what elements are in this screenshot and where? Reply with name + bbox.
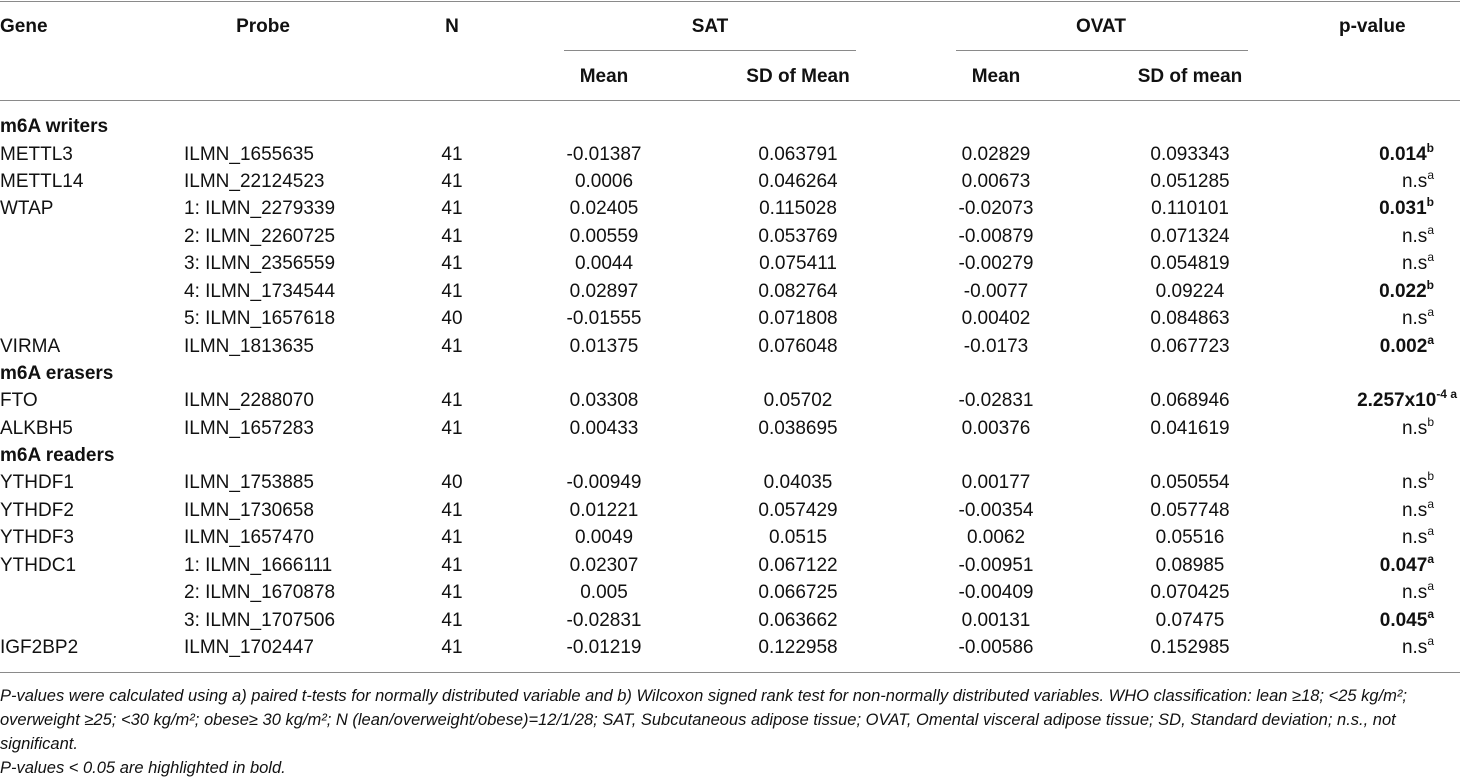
p-value-superscript: a bbox=[1427, 523, 1434, 538]
cell-probe: ILMN_2288070 bbox=[184, 390, 314, 411]
cell-ovat-sd: 0.08985 bbox=[1155, 555, 1225, 576]
p-value-text: n.s bbox=[1401, 308, 1428, 329]
p-value-text: n.s bbox=[1401, 253, 1428, 274]
header-gene: Gene bbox=[0, 16, 48, 37]
cell-sat-mean: 0.0006 bbox=[574, 171, 634, 192]
footnote-bold: P-values < 0.05 are highlighted in bold. bbox=[0, 759, 286, 777]
cell-probe: 2: ILMN_2260725 bbox=[184, 226, 336, 247]
cell-n: 41 bbox=[441, 171, 463, 192]
cell-n: 41 bbox=[441, 253, 463, 274]
cell-probe: 3: ILMN_1707506 bbox=[184, 610, 336, 631]
cell-ovat-mean: 0.00376 bbox=[961, 418, 1031, 439]
cell-n: 40 bbox=[441, 472, 463, 493]
cell-sat-sd: 0.066725 bbox=[758, 582, 838, 603]
cell-p-value bbox=[1379, 140, 1434, 166]
p-value-text: 0.014 bbox=[1379, 144, 1427, 165]
cell-ovat-mean: -0.00354 bbox=[958, 500, 1034, 521]
cell-probe: ILMN_22124523 bbox=[184, 171, 325, 192]
p-value-superscript: a bbox=[1427, 496, 1434, 511]
cell-ovat-mean: 0.02829 bbox=[961, 144, 1031, 165]
cell-sat-mean: -0.01219 bbox=[566, 637, 642, 658]
cell-sat-sd: 0.115028 bbox=[759, 198, 837, 219]
p-value-superscript: b bbox=[1426, 277, 1434, 292]
cell-p-value bbox=[1401, 633, 1434, 659]
cell-ovat-mean: -0.00279 bbox=[958, 253, 1034, 274]
cell-ovat-mean: -0.00586 bbox=[958, 637, 1034, 658]
cell-sat-mean: -0.00949 bbox=[566, 472, 642, 493]
cell-ovat-sd: 0.09224 bbox=[1155, 281, 1225, 302]
cell-p-value bbox=[1379, 277, 1434, 303]
cell-ovat-sd: 0.05516 bbox=[1155, 527, 1225, 548]
cell-p-value bbox=[1357, 386, 1457, 412]
cell-n: 41 bbox=[441, 555, 463, 576]
cell-n: 41 bbox=[441, 336, 463, 357]
p-value-text: 0.047 bbox=[1379, 555, 1428, 576]
section-writers: m6A writers bbox=[0, 116, 109, 137]
cell-ovat-mean: 0.00402 bbox=[961, 308, 1031, 329]
cell-gene: IGF2BP2 bbox=[0, 637, 79, 658]
cell-probe: 2: ILMN_1670878 bbox=[184, 582, 336, 603]
cell-p-value bbox=[1379, 194, 1434, 220]
cell-ovat-sd: 0.067723 bbox=[1150, 336, 1230, 357]
ovat-group-rule bbox=[956, 50, 1248, 51]
cell-sat-sd: 0.04035 bbox=[763, 472, 833, 493]
cell-ovat-mean: -0.02831 bbox=[958, 390, 1034, 411]
cell-n: 41 bbox=[441, 637, 463, 658]
cell-p-value bbox=[1401, 578, 1434, 604]
p-value-superscript: a bbox=[1427, 167, 1434, 182]
cell-sat-sd: 0.038695 bbox=[758, 418, 838, 439]
cell-ovat-mean: 0.00673 bbox=[961, 171, 1031, 192]
cell-gene: ALKBH5 bbox=[0, 418, 73, 439]
cell-ovat-sd: 0.041619 bbox=[1150, 418, 1230, 439]
p-value-superscript: b bbox=[1426, 140, 1434, 155]
cell-sat-sd: 0.046264 bbox=[758, 171, 838, 192]
cell-gene: METTL14 bbox=[0, 171, 84, 192]
cell-sat-sd: 0.057429 bbox=[758, 500, 838, 521]
cell-sat-mean: -0.01555 bbox=[566, 308, 642, 329]
header-sat: SAT bbox=[691, 16, 729, 37]
cell-probe: ILMN_1753885 bbox=[184, 472, 314, 493]
cell-sat-sd: 0.071808 bbox=[758, 308, 838, 329]
p-value-superscript: a bbox=[1427, 332, 1434, 347]
p-value-superscript: a bbox=[1427, 222, 1434, 237]
cell-probe: 4: ILMN_1734544 bbox=[184, 281, 336, 302]
cell-probe: ILMN_1813635 bbox=[184, 336, 314, 357]
cell-ovat-sd: 0.07475 bbox=[1155, 610, 1225, 631]
p-value-text: n.s bbox=[1401, 472, 1428, 493]
header-ovat-sd: SD of mean bbox=[1137, 66, 1243, 87]
cell-gene: METTL3 bbox=[0, 144, 73, 165]
cell-sat-mean: 0.0049 bbox=[574, 527, 634, 548]
cell-gene: WTAP bbox=[0, 198, 54, 219]
header-ovat-mean: Mean bbox=[971, 66, 1021, 87]
footnote-methods: P-values were calculated using a) paired t-tests for normally distributed variable and b) Wilcoxon signed rank test for non-normally distributed variables. WHO classification: lean ≥18; <25 kg/m²; overweight ≥25; <30 kg/m²; obese≥ 30 kg/m²; N (lean/overweight/obese)=12/1/28; SAT, Subcutaneous adipose tissue; OVAT, Omental visceral adipose tissue; SD, Standard deviation; n.s., not significant. bbox=[0, 687, 1408, 753]
header-n: N bbox=[445, 16, 459, 37]
cell-sat-sd: 0.082764 bbox=[758, 281, 838, 302]
cell-gene: YTHDF1 bbox=[0, 472, 74, 493]
cell-ovat-sd: 0.152985 bbox=[1150, 637, 1230, 658]
cell-ovat-sd: 0.054819 bbox=[1150, 253, 1230, 274]
p-value-text: n.s bbox=[1401, 226, 1428, 247]
cell-gene: YTHDF3 bbox=[0, 527, 74, 548]
cell-gene: YTHDC1 bbox=[0, 555, 77, 576]
p-value-text: 2.257x10 bbox=[1357, 390, 1437, 411]
p-value-superscript: a bbox=[1427, 249, 1434, 264]
p-value-superscript: -4 a bbox=[1436, 386, 1457, 401]
cell-ovat-mean: -0.0077 bbox=[963, 281, 1029, 302]
p-value-text: n.s bbox=[1401, 418, 1428, 439]
cell-ovat-mean: 0.00177 bbox=[961, 472, 1031, 493]
cell-ovat-mean: -0.02073 bbox=[958, 198, 1034, 219]
p-value-superscript: b bbox=[1427, 468, 1434, 483]
cell-probe: ILMN_1657470 bbox=[184, 527, 314, 548]
table-bottom-rule bbox=[0, 672, 1460, 673]
cell-ovat-sd: 0.084863 bbox=[1150, 308, 1230, 329]
cell-ovat-sd: 0.057748 bbox=[1150, 500, 1230, 521]
cell-probe: ILMN_1702447 bbox=[184, 637, 314, 658]
cell-sat-mean: 0.00433 bbox=[569, 418, 639, 439]
p-value-text: 0.045 bbox=[1379, 610, 1428, 631]
cell-p-value bbox=[1401, 222, 1434, 248]
cell-sat-mean: 0.00559 bbox=[569, 226, 639, 247]
cell-ovat-sd: 0.110101 bbox=[1151, 198, 1229, 219]
header-probe: Probe bbox=[236, 16, 290, 37]
cell-sat-mean: 0.02897 bbox=[569, 281, 639, 302]
header-p-value: p-value bbox=[1339, 16, 1406, 37]
p-value-superscript: a bbox=[1427, 304, 1434, 319]
cell-sat-mean: 0.03308 bbox=[569, 390, 639, 411]
cell-p-value bbox=[1379, 606, 1434, 632]
cell-ovat-mean: -0.00879 bbox=[958, 226, 1034, 247]
cell-probe: 5: ILMN_1657618 bbox=[184, 308, 336, 329]
cell-sat-sd: 0.0515 bbox=[768, 527, 828, 548]
cell-n: 41 bbox=[441, 582, 463, 603]
cell-probe: ILMN_1655635 bbox=[184, 144, 314, 165]
cell-probe: 1: ILMN_1666111 bbox=[184, 555, 333, 576]
cell-p-value bbox=[1401, 523, 1434, 549]
cell-sat-sd: 0.067122 bbox=[758, 555, 838, 576]
cell-ovat-mean: -0.00951 bbox=[958, 555, 1034, 576]
cell-sat-mean: 0.0044 bbox=[574, 253, 634, 274]
section-erasers: m6A erasers bbox=[0, 363, 114, 384]
p-value-superscript: b bbox=[1427, 414, 1434, 429]
p-value-text: n.s bbox=[1401, 582, 1428, 603]
p-value-text: n.s bbox=[1401, 527, 1428, 548]
cell-probe: ILMN_1730658 bbox=[184, 500, 314, 521]
cell-sat-sd: 0.05702 bbox=[763, 390, 833, 411]
cell-sat-mean: -0.01387 bbox=[566, 144, 642, 165]
cell-n: 41 bbox=[441, 418, 463, 439]
cell-sat-mean: 0.02405 bbox=[569, 198, 639, 219]
cell-ovat-sd: 0.051285 bbox=[1150, 171, 1230, 192]
cell-p-value bbox=[1401, 249, 1434, 275]
cell-n: 41 bbox=[441, 144, 463, 165]
cell-probe: ILMN_1657283 bbox=[184, 418, 314, 439]
cell-n: 41 bbox=[441, 198, 463, 219]
p-value-text: n.s bbox=[1401, 500, 1428, 521]
p-value-text: 0.002 bbox=[1379, 336, 1428, 357]
cell-p-value bbox=[1401, 167, 1434, 193]
cell-ovat-sd: 0.093343 bbox=[1150, 144, 1230, 165]
cell-n: 41 bbox=[441, 500, 463, 521]
cell-probe: 3: ILMN_2356559 bbox=[184, 253, 336, 274]
cell-sat-mean: 0.01221 bbox=[569, 500, 639, 521]
p-value-superscript: a bbox=[1427, 606, 1434, 621]
cell-sat-sd: 0.122958 bbox=[758, 637, 838, 658]
p-value-superscript: a bbox=[1427, 551, 1434, 566]
p-value-text: 0.031 bbox=[1379, 198, 1427, 219]
cell-n: 41 bbox=[441, 390, 463, 411]
cell-sat-sd: 0.063662 bbox=[758, 610, 838, 631]
cell-sat-sd: 0.063791 bbox=[758, 144, 838, 165]
cell-p-value bbox=[1379, 551, 1434, 577]
cell-probe: 1: ILMN_2279339 bbox=[184, 198, 336, 219]
cell-ovat-mean: 0.0062 bbox=[966, 527, 1026, 548]
header-bottom-rule bbox=[0, 100, 1460, 101]
cell-sat-sd: 0.053769 bbox=[758, 226, 838, 247]
cell-p-value bbox=[1379, 332, 1434, 358]
cell-n: 41 bbox=[441, 281, 463, 302]
cell-n: 40 bbox=[441, 308, 463, 329]
cell-sat-mean: 0.005 bbox=[580, 582, 628, 603]
cell-ovat-mean: -0.00409 bbox=[958, 582, 1034, 603]
cell-gene: YTHDF2 bbox=[0, 500, 74, 521]
header-ovat: OVAT bbox=[1076, 16, 1126, 37]
cell-n: 41 bbox=[441, 226, 463, 247]
header-sat-sd: SD of Mean bbox=[746, 66, 850, 87]
table-top-rule bbox=[0, 1, 1460, 2]
p-value-text: 0.022 bbox=[1379, 281, 1427, 302]
p-value-text: n.s bbox=[1401, 171, 1428, 192]
cell-ovat-mean: 0.00131 bbox=[961, 610, 1031, 631]
cell-sat-mean: -0.02831 bbox=[566, 610, 642, 631]
cell-sat-sd: 0.076048 bbox=[758, 336, 838, 357]
cell-ovat-sd: 0.070425 bbox=[1150, 582, 1230, 603]
cell-ovat-sd: 0.071324 bbox=[1150, 226, 1230, 247]
cell-sat-sd: 0.075411 bbox=[759, 253, 837, 274]
cell-ovat-sd: 0.050554 bbox=[1150, 472, 1230, 493]
cell-gene: VIRMA bbox=[0, 336, 61, 357]
cell-p-value bbox=[1401, 468, 1434, 494]
cell-p-value bbox=[1401, 304, 1434, 330]
cell-p-value bbox=[1401, 414, 1434, 440]
header-sat-mean: Mean bbox=[579, 66, 629, 87]
cell-sat-mean: 0.02307 bbox=[569, 555, 639, 576]
p-value-superscript: a bbox=[1427, 578, 1434, 593]
cell-ovat-mean: -0.0173 bbox=[963, 336, 1029, 357]
cell-ovat-sd: 0.068946 bbox=[1150, 390, 1230, 411]
p-value-superscript: b bbox=[1426, 194, 1434, 209]
cell-gene: FTO bbox=[0, 390, 38, 411]
sat-group-rule bbox=[564, 50, 856, 51]
section-readers: m6A readers bbox=[0, 445, 115, 466]
p-value-text: n.s bbox=[1401, 637, 1428, 658]
cell-p-value bbox=[1401, 496, 1434, 522]
cell-sat-mean: 0.01375 bbox=[569, 336, 639, 357]
p-value-superscript: a bbox=[1427, 633, 1434, 648]
cell-n: 41 bbox=[441, 610, 463, 631]
cell-n: 41 bbox=[441, 527, 463, 548]
